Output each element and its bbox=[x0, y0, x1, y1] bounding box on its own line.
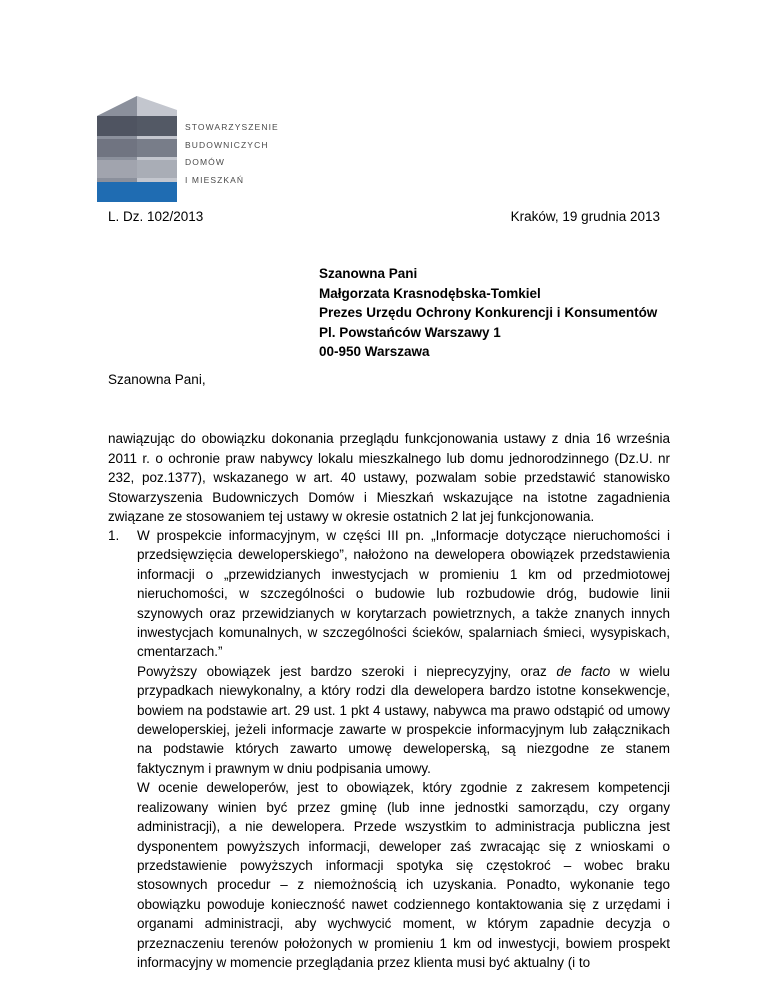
address-line: Szanowna Pani bbox=[319, 266, 418, 281]
organization-logo bbox=[97, 96, 287, 204]
logo-line: DOMÓW bbox=[185, 157, 225, 167]
logo-line: BUDOWNICZYCH bbox=[185, 139, 269, 150]
list-number: 1. bbox=[108, 528, 120, 543]
logo-line: STOWARZYSZENIE bbox=[185, 122, 279, 132]
address-line: Pl. Powstańców Warszawy 1 bbox=[319, 324, 501, 340]
paragraph: Powyższy obowiązek jest bardzo szeroki i nieprecyzyjny, oraz de facto w wielu przypadkach niewykonalny, a który rodzi dla dewelopera bardzo istotne konsekwencje, bowiem na podstawie art. 29 ust. 1 pkt 4 ustawy, nabywca ma prawo odstąpić od umowy deweloperskiej, jeżeli informacje zawarte w prospekcie informacyjnym lub załącznikach na podstawie których zawarto umowę deweloperską, są niezgodne ze stanem faktycznym i prawnym w dniu podpisania umowy. bbox=[137, 663, 670, 776]
address-line: Małgorzata Krasnodębska-Tomkiel bbox=[319, 285, 541, 301]
reference-number: L. Dz. 102/2013 bbox=[108, 209, 204, 224]
logo-blue-base bbox=[97, 182, 177, 202]
paragraph: W ocenie deweloperów, jest to obowiązek, który zgodnie z zakresem kompetencji realizowany winien być przez gminę (lub inne jednostki samorządu, czy organy administracji), a nie dewelopera. Przede wszystkim to administracja publiczna jest dysponentem powyższych informacji, deweloper zaś zwracając się z wnioskami o przedstawienie powyższych informacji spotyka się częstokroć – wobec braku stosownych procedur – z niemożnością ich uzyskania. Ponadto, wykonanie tego obowiązku powoduje konieczność nawet codziennego kontaktowania się z urzędami i organami administracji, aby wychwycić moment, w którym zapadnie decyzja o przeznaczeniu terenów położonych w promieniu 1 km od inwestycji, bowiem prospekt informacyjny w momencie przeglądania przez klienta musi być aktualny (i to bbox=[137, 780, 670, 970]
logo-line: I MIESZKAŃ bbox=[185, 174, 245, 185]
salutation: Szanowna Pani, bbox=[108, 372, 206, 387]
list-item-body bbox=[137, 526, 670, 972]
address-line: Prezes Urzędu Ochrony Konkurencji i Konsumentów bbox=[319, 305, 658, 320]
logo-text bbox=[185, 119, 279, 189]
recipient-address bbox=[319, 264, 657, 362]
paragraph: W prospekcie informacyjnym, w części III pn. „Informacje dotyczące nieruchomości i przedsięwzięcia deweloperskiego”, nałożono na dewelopera obowiązek przedstawienia informacji o „przewidzianych inwestycjach w promieniu 1 km od przedmiotowej nieruchomości, w szczególności o budowie lub rozbudowie dróg, budowie linii szynowych oraz przewidzianych w korytarzach powietrznych, a także znanych innych inwestycjach komunalnych, w szczególności ścieków, spalarniach śmieci, wysypiskach, cmentarzach.” bbox=[137, 528, 670, 660]
building-logo-icon bbox=[97, 96, 179, 204]
letter-date: Kraków, 19 grudnia 2013 bbox=[510, 209, 660, 224]
intro-paragraph: nawiązując do obowiązku dokonania przeglądu funkcjonowania ustawy z dnia 16 września 2011 r. o ochronie praw nabywcy lokalu mieszkalnego lub domu jednorodzinnego (Dz.U. nr 232, poz.1377), wskazanego w art. 40 ustawy, pozwalam sobie przedstawić stanowisko Stowarzyszenia Budowniczych Domów i Mieszkań wskazujące na istotne zagadnienia związane ze stosowaniem tej ustawy w okresie ostatnich 2 lat jej funkcjonowania. bbox=[108, 431, 670, 524]
numbered-list bbox=[108, 526, 670, 972]
address-line: 00-950 Warszawa bbox=[319, 344, 430, 359]
italic-term: de facto bbox=[556, 663, 611, 679]
